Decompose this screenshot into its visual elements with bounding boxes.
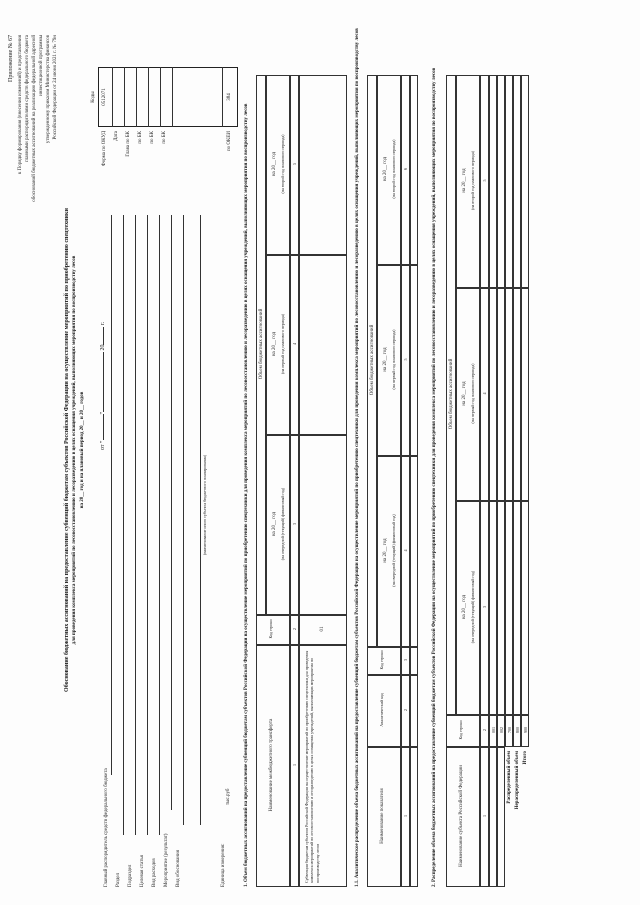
s11-col-code-header: Код строки (367, 647, 401, 675)
s2-cell (497, 501, 505, 715)
date-line (100, 322, 106, 450)
total-label-undistributed: Нераспределенный объем (515, 751, 520, 810)
s2-num: 2 (480, 715, 489, 747)
s1-num: 2 (290, 615, 299, 645)
s2-num: 4 (480, 288, 489, 501)
field-podrazdel: Подраздел (128, 864, 133, 887)
s2-row-name (489, 747, 497, 887)
appendix-line: утвержденному приказом Министерства финансов (46, 35, 51, 144)
s1-num: 1 (290, 645, 299, 887)
s2-cell (505, 501, 513, 715)
s2-cell (489, 75, 497, 288)
s2-row-name (497, 747, 505, 887)
s11-row-cell (410, 747, 418, 887)
field-razdel: Раздел (116, 872, 121, 887)
s1-cell (299, 435, 347, 615)
s11-col-name-header: Наименование показателя (367, 747, 401, 887)
s11-row-cell (410, 265, 418, 456)
date-label: Дата (114, 131, 119, 141)
total-label-itogo: Итого (523, 751, 528, 765)
field-glavny: Главный распорядитель средств федерального бюджета (104, 768, 109, 887)
s2-cell (513, 288, 521, 501)
okei-code: 384 (227, 93, 232, 101)
s2-col-code-header: Код строки (446, 715, 480, 747)
form-code: 0512071 (102, 88, 107, 106)
field-vid-rashodov: Вид расходов (152, 858, 157, 887)
s1-col-name-header: Наименование межбюджетного трансферта (256, 645, 290, 887)
s11-col-y2-header: на 20__ год (на первый год планового периода) (377, 265, 401, 456)
s11-col-y1-header: на 20__ год (на очередной (текущий) финансовый год) (377, 456, 401, 647)
total-code: 700 (505, 715, 513, 747)
s2-cell (521, 501, 529, 715)
s1-cell (299, 255, 347, 435)
s11-row-cell (410, 675, 418, 747)
section11-title: 1.1. Аналитическое распределение объема бюджетных ассигнований на предоставление субвенций бюджетам субъектов Российской Федерации на осуществление мероприятий по приобретению спецтехники для проведения комплекса мероприятий по лесовосстановлению и лесоразведению в целях оснащения учреждений, выполняющих мероприятия по воспроизводству лесов (355, 28, 360, 887)
s11-row-cell (410, 647, 418, 675)
s11-col-group-header: Объем бюджетных ассигнований (367, 75, 377, 647)
s11-num: 4 (401, 456, 410, 647)
s11-row-cell (410, 456, 418, 647)
appendix-line: Российской Федерации от 24 июня 2021 г. № 79н (53, 35, 58, 140)
s1-num: 3 (290, 435, 299, 615)
bk-label: по БК (150, 131, 155, 144)
s2-col-y2-header: на 20__ год (на первый год планового периода) (456, 288, 480, 501)
s2-cell (513, 75, 521, 288)
appendix-line: обоснований бюджетных ассигнований на реализацию федеральной адресной (32, 35, 37, 202)
section1-title: 1. Объем бюджетных ассигнований на предоставление субвенций бюджетам субъектов Российской Федерации на осуществление мероприятий по приобретению спецтехники для проведения комплекса мероприятий по лесовосстановлению и лесоразведению в целях оснащения учреждений, выполняющих мероприятия по воспроизводству лесов (244, 103, 249, 887)
date-suffix: г. (100, 321, 106, 326)
units-label: Единица измерения: (221, 843, 226, 887)
s2-cell (513, 501, 521, 715)
s2-col-group-header: Объем бюджетных ассигнований (446, 75, 456, 715)
s2-cell (521, 288, 529, 501)
signature-hint: (наименование иного субъекта бюджетного планирования) (202, 454, 207, 556)
total-code: 900 (521, 715, 529, 747)
s2-col-y3-header: на 20__ год (на второй год планового периода) (456, 75, 480, 288)
s2-num: 1 (480, 747, 489, 887)
s11-num: 5 (401, 265, 410, 456)
date-quote: " (100, 412, 106, 415)
s1-cell (299, 75, 347, 255)
s11-num: 1 (401, 747, 410, 887)
s1-num: 5 (290, 75, 299, 255)
date-prefix: от " (100, 440, 106, 450)
s2-cell (505, 75, 513, 288)
s1-row-name: Субвенции бюджетам субъектов Российской Федерации на осуществление мероприятий по приобретению спецтехники для проведения комплекса мероприятий по лесовосстановлению и лесоразведению в целях оснащения учреждений, выполняющих мероприятия по воспроизводству лесов (299, 645, 347, 887)
total-code: 800 (513, 715, 521, 747)
total-label-distributed: Распределенный объем (507, 751, 512, 804)
s1-row-code: 01 (299, 615, 347, 645)
bk-label: по БК (138, 131, 143, 144)
s2-cell (505, 288, 513, 501)
codes-header: Коды (91, 91, 96, 103)
s11-row-cell (410, 75, 418, 265)
appendix-title: Приложение № 67 (8, 35, 14, 82)
document-title-line2: для проведения комплекса мероприятий по лесовосстановлению и лесоразведению в целях оснащения учреждений, выполняющих мероприятия по воспроизводству лесов (72, 255, 77, 645)
units-value: тыс.руб (226, 788, 231, 805)
s2-num: 3 (480, 501, 489, 715)
glava-label: Глава по БК (126, 131, 131, 157)
s2-cell (489, 288, 497, 501)
s11-num: 3 (401, 647, 410, 675)
s1-col-code-header: Код строки (256, 615, 290, 645)
date-year: 20 (100, 344, 106, 351)
s11-num: 6 (401, 75, 410, 265)
s1-col-y2-header: на 20__ год (на первый год планового периода) (266, 255, 290, 435)
s2-cell (497, 288, 505, 501)
s2-col-name-header: Наименование субъекта Российской Федерации (446, 747, 480, 887)
field-meropriyatie: Мероприятие (результат) (164, 833, 169, 887)
s2-row-code: 002 (497, 715, 505, 747)
field-celevaya: Целевая статья (140, 855, 145, 887)
form-label: Форма по ОКУД (102, 131, 107, 167)
section2-title: 2. Распределение объема бюджетных ассигнований на предоставление субвенций бюджетам субъектов Российской Федерации на осуществление мероприятий по приобретению спецтехники для проведения комплекса мероприятий по лесовосстановлению и лесоразведению в целях оснащения учреждений, выполняющих мероприятия по воспроизводству лесов (432, 67, 437, 887)
s2-cell (521, 75, 529, 288)
bk-label: по БК (162, 131, 167, 144)
s11-col-y3-header: на 20__ год (на второй год планового периода) (377, 75, 401, 265)
s1-col-y1-header: на 20__ год (на очередной (текущий) финансовый год) (266, 435, 290, 615)
s11-col-analytic-header: Аналитический код (367, 675, 401, 747)
document-title-line3: на 20__ год и на плановый период 20__ и 20__ годов (80, 391, 85, 509)
s2-row-code: 001 (489, 715, 497, 747)
s1-col-y3-header: на 20__ год (на второй год планового периода) (266, 75, 290, 255)
appendix-line: инвестиционной программы (39, 35, 44, 96)
appendix-line: главными распорядителями средств федерального бюджета (25, 35, 30, 163)
s1-col-group-header: Объем бюджетных ассигнований (256, 75, 266, 615)
s2-num: 5 (480, 75, 489, 288)
s11-num: 2 (401, 675, 410, 747)
s2-cell (489, 501, 497, 715)
appendix-line: к Порядку формирования (внесения изменений) и представления (18, 35, 23, 175)
s1-num: 4 (290, 255, 299, 435)
s2-col-y1-header: на 20__ год (на очередной (текущий) финансовый год) (456, 501, 480, 715)
field-vid-obosnovaniya: Вид обоснования (176, 849, 181, 887)
s2-cell (497, 75, 505, 288)
okei-label: по ОКЕИ (227, 131, 232, 152)
document-title: Обоснование бюджетных ассигнований на предоставление субвенций бюджетам субъектов Российской Федерации на осуществление мероприятий по приобретению спецтехники (64, 208, 70, 692)
codes-box (98, 67, 238, 127)
